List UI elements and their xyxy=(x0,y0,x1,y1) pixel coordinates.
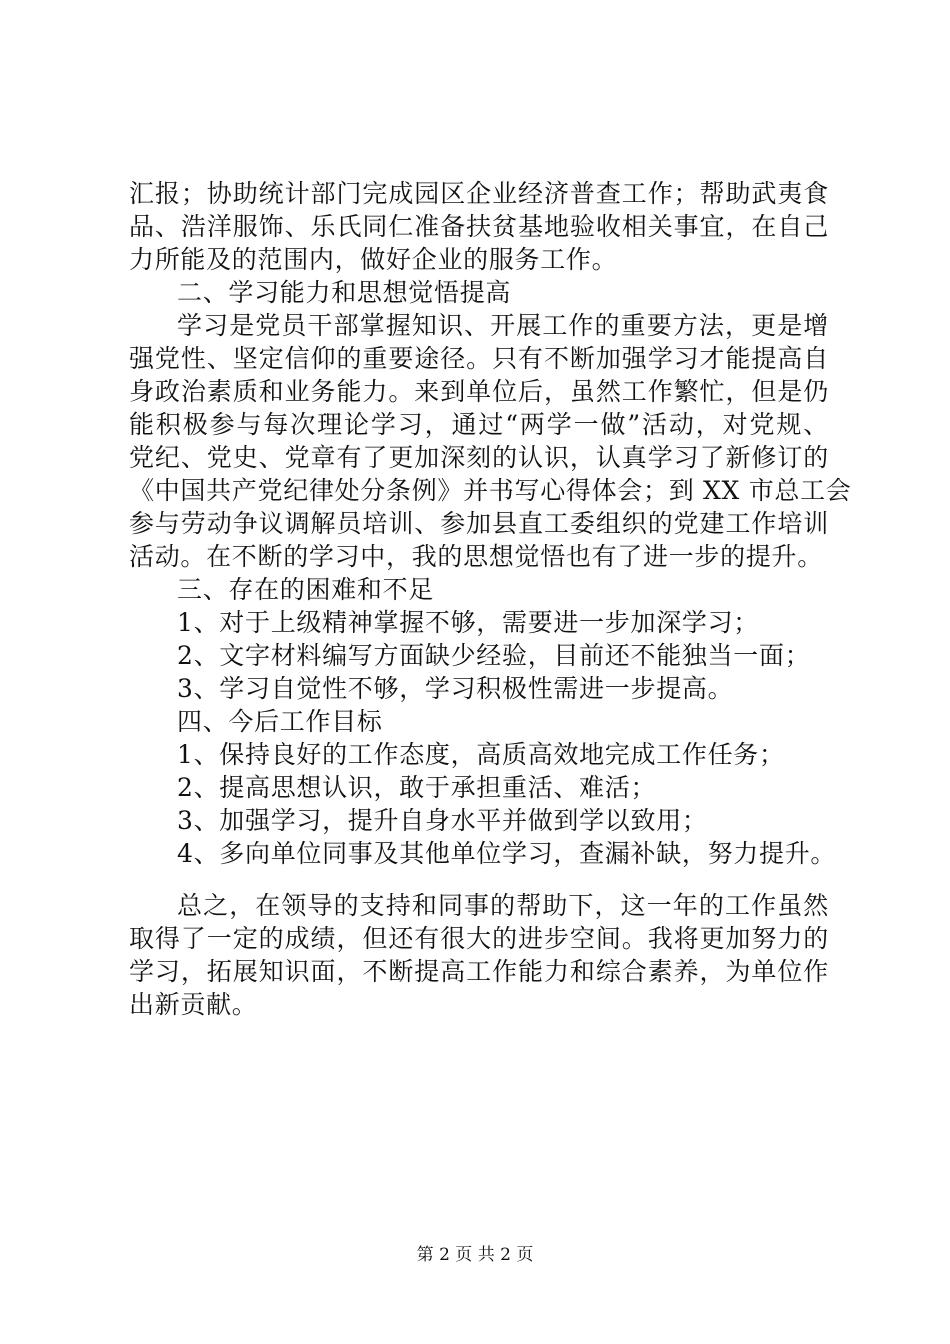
paragraph-line: 力所能及的范围内，做好企业的服务工作。 xyxy=(129,245,618,274)
conclusion-line: 学习，拓展知识面，不断提高工作能力和综合素养，为单位作 xyxy=(129,957,829,986)
paragraph-line: 学习是党员干部掌握知识、开展工作的重要方法，更是增 xyxy=(177,311,829,340)
paragraph-line: 参与劳动争议调解员培训、参加县直工委组织的党建工作培训 xyxy=(129,509,829,538)
paragraph-line: 强党性、坚定信仰的重要途径。只有不断加强学习才能提高自 xyxy=(129,344,829,373)
paragraph-line: 活动。在不断的学习中，我的思想觉悟也有了进一步的提升。 xyxy=(129,542,823,571)
list-item: 2、提高思想认识，敢于承担重活、难活； xyxy=(177,773,657,802)
list-item: 1、保持良好的工作态度，高质高效地完成工作任务； xyxy=(177,740,785,769)
list-item: 3、学习自觉性不够，学习积极性需进一步提高。 xyxy=(177,674,734,703)
conclusion-line: 总之，在领导的支持和同事的帮助下，这一年的工作虽然 xyxy=(177,891,829,920)
conclusion-line: 出新贡献。 xyxy=(129,990,258,1019)
page-number-footer: 第 2 页 共 2 页 xyxy=(416,1245,534,1265)
paragraph-line: 身政治素质和业务能力。来到单位后，虽然工作繁忙，但是仍 xyxy=(129,377,829,406)
list-item: 2、文字材料编写方面缺少经验，目前还不能独当一面； xyxy=(177,641,811,670)
paragraph-line: 汇报；协助统计部门完成园区企业经济普查工作；帮助武夷食 xyxy=(129,179,829,208)
paragraph-line: 党纪、党史、党章有了更加深刻的认识，认真学习了新修订的 xyxy=(129,443,829,472)
conclusion-line: 取得了一定的成绩，但还有很大的进步空间。我将更加努力的 xyxy=(129,924,829,953)
section-heading: 三、存在的困难和不足 xyxy=(177,575,435,604)
section-heading: 二、学习能力和思想觉悟提高 xyxy=(177,278,512,307)
list-item: 4、多向单位同事及其他单位学习，查漏补缺，努力提升。 xyxy=(177,839,837,868)
paragraph-line: 能积极参与每次理论学习，通过“两学一做”活动，对党规、 xyxy=(129,410,829,439)
paragraph-line: 《中国共产党纪律处分条例》并书写心得体会；到 XX 市总工会 xyxy=(129,476,852,505)
list-item: 1、对于上级精神掌握不够，需要进一步加深学习； xyxy=(177,608,760,637)
list-item: 3、加强学习，提升自身水平并做到学以致用； xyxy=(177,806,708,835)
paragraph-line: 品、浩洋服饰、乐氏同仁准备扶贫基地验收相关事宜，在自己 xyxy=(129,212,829,241)
section-heading: 四、今后工作目标 xyxy=(177,707,383,736)
